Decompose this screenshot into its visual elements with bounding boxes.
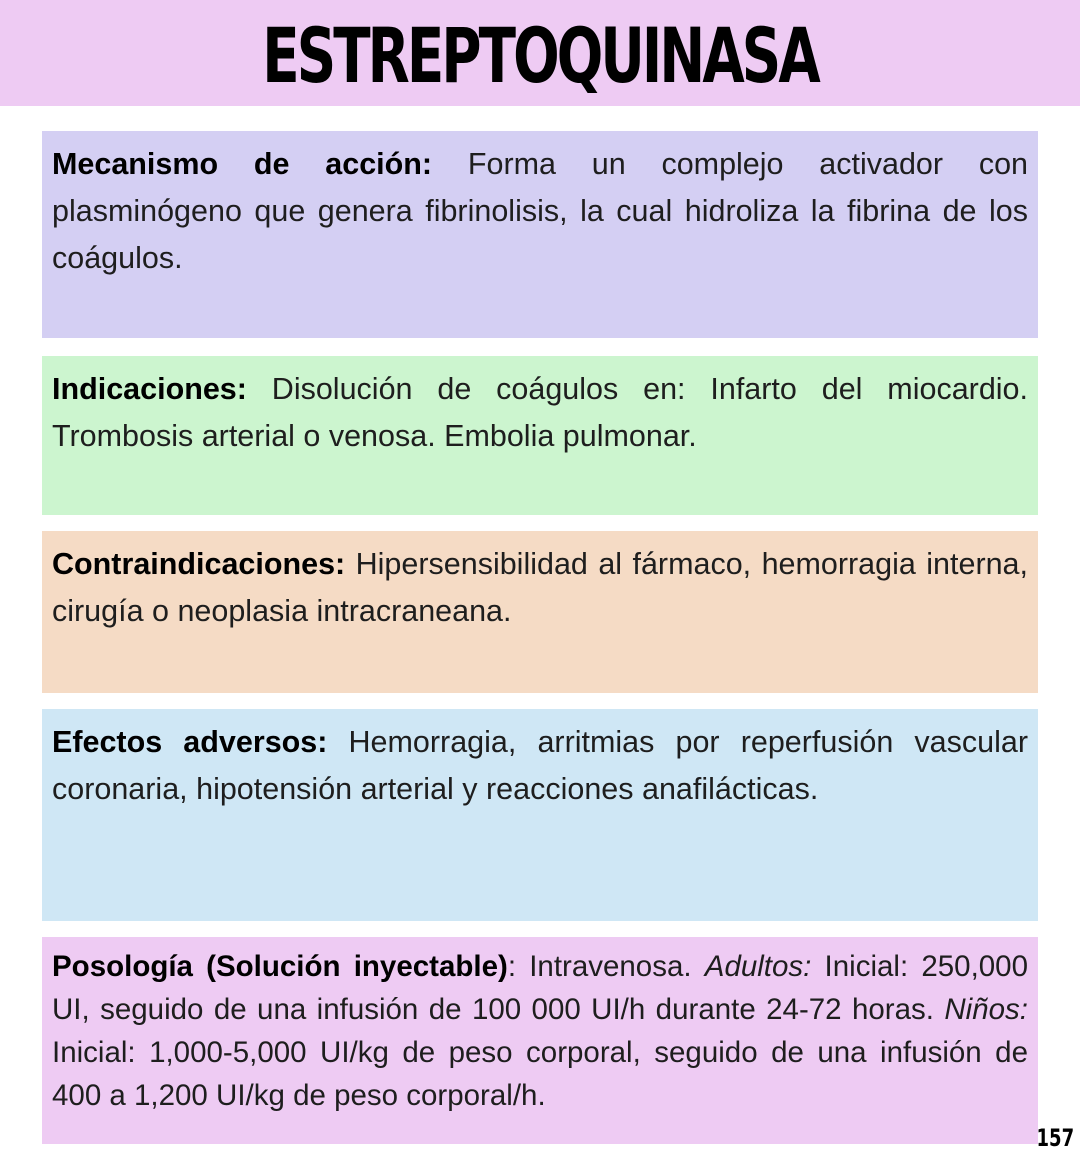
section-label: Mecanismo de acción: xyxy=(52,147,433,181)
section-text: : Intravenosa. xyxy=(507,950,705,983)
ninos-label: Niños: xyxy=(944,993,1028,1026)
page-number: 157 xyxy=(1036,1124,1074,1152)
section-text: Forma un complejo activador con plasminógeno que genera fibrinolisis, la cual hidroliza la fibrina de los coágulos. xyxy=(52,147,1029,275)
section-indicaciones xyxy=(42,356,1038,515)
section-text: Disolución de coágulos en: Infarto del miocardio. Trombosis arterial o venosa. Embolia pulmonar. xyxy=(52,372,1028,453)
section-label: Posología (Solución inyectable) xyxy=(52,950,508,983)
section-text: Hipersensibilidad al fármaco, hemorragia interna, cirugía o neoplasia intracraneana. xyxy=(52,547,1028,628)
section-label: Indicaciones: xyxy=(52,372,247,406)
section-contraindicaciones xyxy=(42,531,1038,693)
page-title: ESTREPTOQUINASA xyxy=(262,11,818,100)
section-text: Inicial: 1,000-5,000 UI/kg de peso corporal, seguido de una infusión de 400 a 1,200 UI/kg de peso corporal/h. xyxy=(52,1036,1028,1112)
section-label: Contraindicaciones: xyxy=(52,547,346,581)
section-text: Hemorragia, arritmias por reperfusión vascular coronaria, hipotensión arterial y reacciones anafilácticas. xyxy=(52,725,1029,806)
section-label: Efectos adversos: xyxy=(52,725,328,759)
section-efectos-adversos xyxy=(42,709,1038,921)
adultos-label: Adultos: xyxy=(704,950,812,983)
title-banner xyxy=(0,0,1080,106)
section-text: Inicial: 250,000 UI, seguido de una infusión de 100 000 UI/h durante 24-72 horas. xyxy=(52,950,1028,1026)
section-posologia xyxy=(42,937,1038,1144)
section-mecanismo xyxy=(42,131,1038,338)
